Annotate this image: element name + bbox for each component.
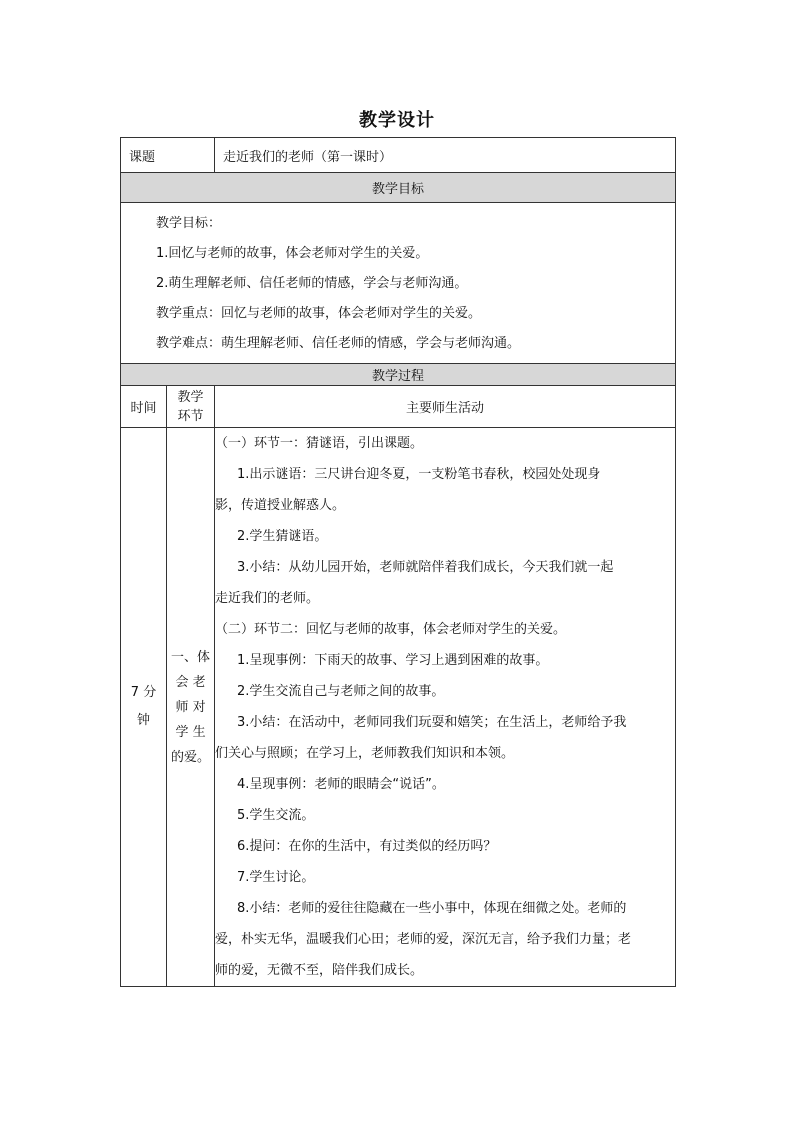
activity-line: 3.小结：从幼儿园开始，老师就陪伴着我们成长，今天我们就一起 xyxy=(237,560,614,575)
objectives-header-row xyxy=(121,173,676,203)
objectives-row xyxy=(121,203,676,364)
difficulty-line: 教学难点：萌生理解老师、信任老师的情感，学会与老师沟通。 xyxy=(156,336,521,351)
time-cell xyxy=(121,428,167,987)
key-point-line: 教学重点：回忆与老师的故事，体会老师对学生的关爱。 xyxy=(156,306,482,321)
time-line: 7 分 xyxy=(130,685,157,700)
stage-line: 的爱。 xyxy=(171,749,211,765)
lesson-plan-table xyxy=(120,137,676,987)
activity-line: 走近我们的老师。 xyxy=(215,591,320,606)
stage-line: 一、体 xyxy=(171,649,211,665)
activity-line: 7.学生讨论。 xyxy=(237,870,315,885)
activity-line: 1.出示谜语：三尺讲台迎冬夏，一支粉笔书春秋，校园处处现身 xyxy=(237,467,601,482)
activity-line: 4.呈现事例：老师的眼睛会“说话”。 xyxy=(237,777,445,792)
activity-row xyxy=(121,428,676,987)
process-header: 教学过程 xyxy=(121,364,676,386)
time-line: 钟 xyxy=(136,713,150,728)
activity-line: 们关心与照顾；在学习上，老师教我们知识和本领。 xyxy=(215,746,515,761)
activity-line: 影，传道授业解惑人。 xyxy=(215,498,346,513)
stage-line: 师 对 xyxy=(175,699,206,715)
activity-line: 3.小结：在活动中，老师同我们玩耍和嬉笑；在生活上，老师给予我 xyxy=(237,715,627,730)
activity-line: （二）环节二：回忆与老师的故事，体会老师对学生的关爱。 xyxy=(215,622,567,637)
objectives-cell xyxy=(121,203,676,364)
activity-line: 1.呈现事例：下雨天的故事、学习上遇到困难的故事。 xyxy=(237,653,549,668)
objective-line: 2.萌生理解老师、信任老师的情感，学会与老师沟通。 xyxy=(156,276,468,291)
stage-header-line: 教学 xyxy=(177,389,204,405)
stage-column-header xyxy=(167,386,215,428)
activity-line: 5.学生交流。 xyxy=(237,808,315,823)
stage-line: 学 生 xyxy=(175,724,206,740)
activity-line: 爱，朴实无华，温暖我们心田；老师的爱，深沉无言，给予我们力量；老 xyxy=(215,932,632,947)
activity-line: 6.提问：在你的生活中，有过类似的经历吗？ xyxy=(237,839,497,854)
activities-column-header: 主要师生活动 xyxy=(215,386,676,428)
topic-label: 课题 xyxy=(121,138,215,173)
objective-line: 教学目标： xyxy=(156,216,222,231)
process-header-row xyxy=(121,364,676,386)
document-title: 教学设计 xyxy=(359,110,435,131)
activities-cell xyxy=(215,428,676,987)
topic-value: 走近我们的老师（第一课时） xyxy=(215,138,676,173)
time-column-header: 时间 xyxy=(121,386,167,428)
topic-row xyxy=(121,138,676,173)
activity-line: 2.学生交流自己与老师之间的故事。 xyxy=(237,684,445,699)
activity-line: 2.学生猜谜语。 xyxy=(237,529,328,544)
column-header-row xyxy=(121,386,676,428)
activity-line: 师的爱，无微不至，陪伴我们成长。 xyxy=(215,963,424,978)
activity-line: 8.小结：老师的爱往往隐藏在一些小事中，体现在细微之处。老师的 xyxy=(237,901,627,916)
stage-header-line: 环节 xyxy=(177,408,204,424)
activity-line: （一）环节一：猜谜语，引出课题。 xyxy=(215,436,424,451)
objectives-header: 教学目标 xyxy=(121,173,676,203)
objective-line: 1.回忆与老师的故事，体会老师对学生的关爱。 xyxy=(156,246,429,261)
stage-line: 会 老 xyxy=(175,674,206,690)
stage-cell xyxy=(167,428,215,987)
